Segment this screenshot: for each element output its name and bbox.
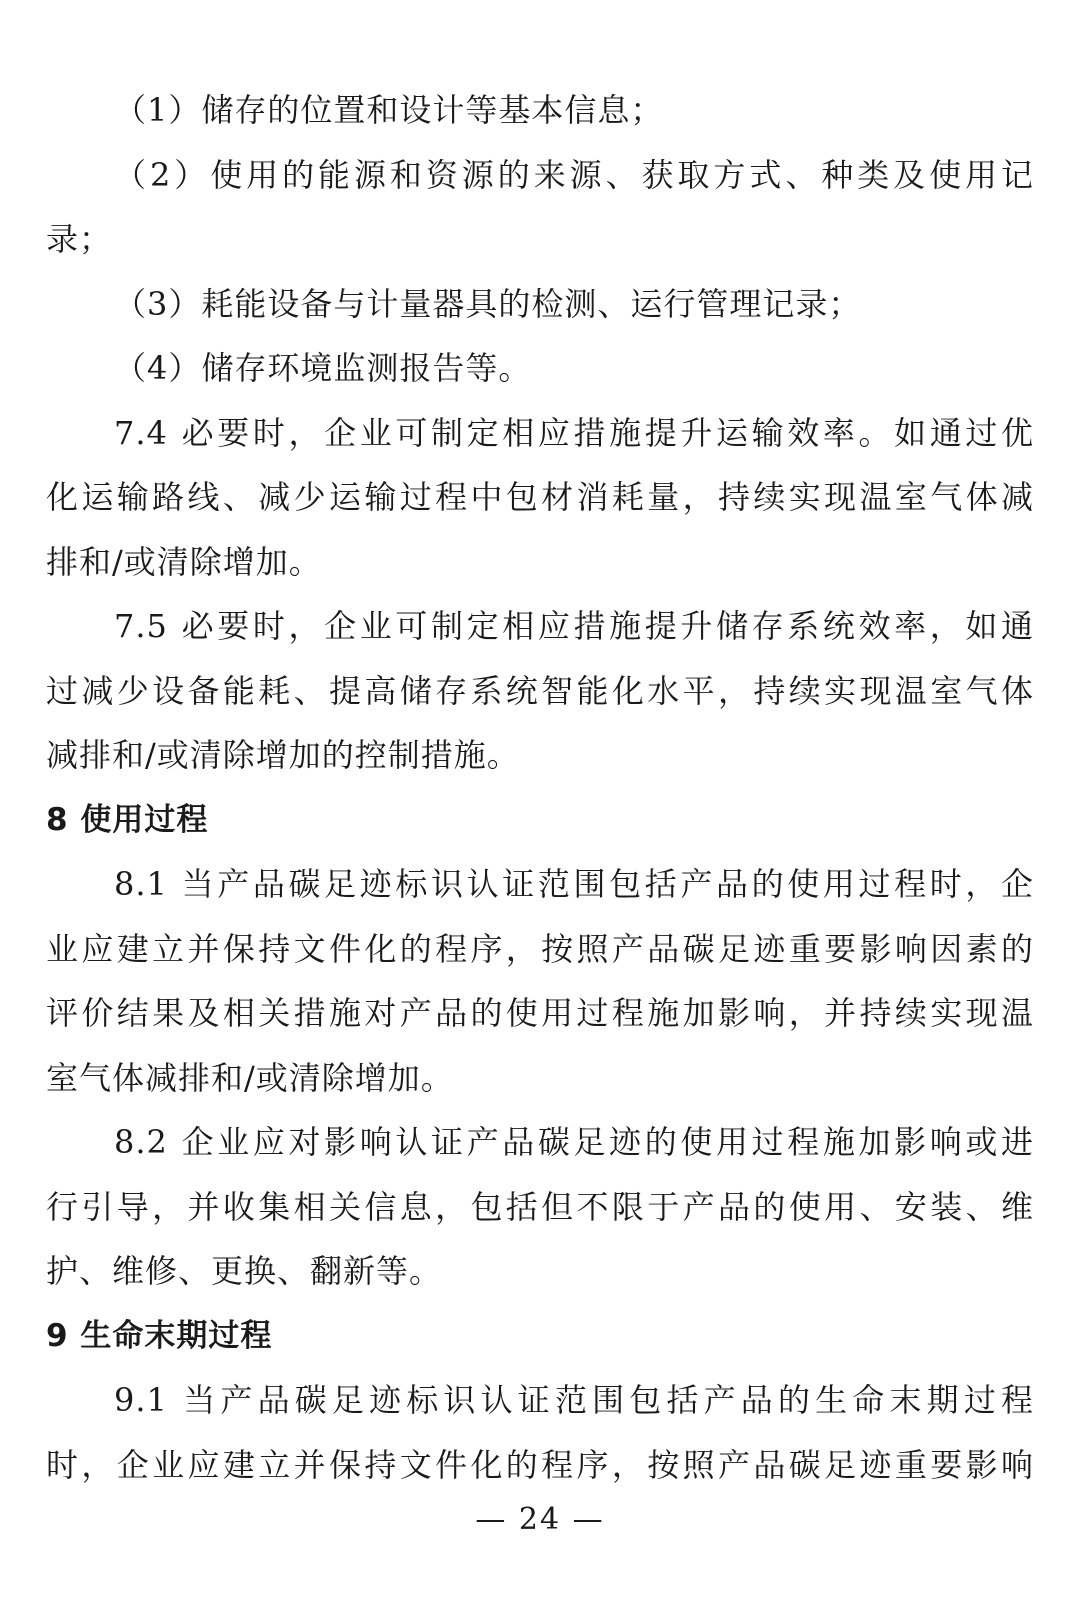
- text-line: 行引导，并收集相关信息，包括但不限于产品的使用、安装、维: [46, 1187, 1034, 1226]
- text-line: 评价结果及相关措施对产品的使用过程施加影响，并持续实现温: [46, 994, 1034, 1032]
- text-line: 8.1 当产品碳足迹标识认证范围包括产品的使用过程时，企: [114, 865, 1034, 903]
- text-line: （4）储存环境监测报告等。: [114, 349, 532, 387]
- text-line: 7.4 必要时，企业可制定相应措施提升运输效率。如通过优: [114, 413, 1034, 452]
- text-line: 室气体减排和/或清除增加。: [46, 1058, 454, 1097]
- text-line: 8.2 企业应对影响认证产品碳足迹的使用过程施加影响或进: [114, 1123, 1034, 1161]
- page-number: — 24 —: [475, 1502, 605, 1537]
- text-line: 化运输路线、减少运输过程中包材消耗量，持续实现温室气体减: [46, 478, 1034, 516]
- text-line: 7.5 必要时，企业可制定相应措施提升储存系统效率，如通: [114, 607, 1034, 645]
- section-heading: 9 生命末期过程: [46, 1317, 273, 1354]
- text-line: 9.1 当产品碳足迹标识认证范围包括产品的生命末期过程: [114, 1381, 1034, 1419]
- document-body: [46, 78, 1034, 1497]
- text-line: 过减少设备能耗、提高储存系统智能化水平，持续实现温室气体: [46, 671, 1034, 710]
- text-line: 护、维修、更换、翻新等。: [46, 1252, 443, 1290]
- text-line: （3）耗能设备与计量器具的检测、运行管理记录；: [114, 284, 862, 323]
- section-heading: 8 使用过程: [46, 801, 209, 838]
- text-line: （1）储存的位置和设计等基本信息；: [114, 91, 664, 129]
- text-line: 排和/或清除增加。: [46, 542, 322, 581]
- text-line: 录；: [46, 220, 113, 258]
- text-line: 业应建立并保持文件化的程序，按照产品碳足迹重要影响因素的: [46, 929, 1034, 968]
- text-line: （2）使用的能源和资源的来源、获取方式、种类及使用记: [114, 155, 1034, 194]
- text-line: 减排和/或清除增加的控制措施。: [46, 736, 520, 774]
- text-line: 时，企业应建立并保持文件化的程序，按照产品碳足迹重要影响: [46, 1445, 1034, 1484]
